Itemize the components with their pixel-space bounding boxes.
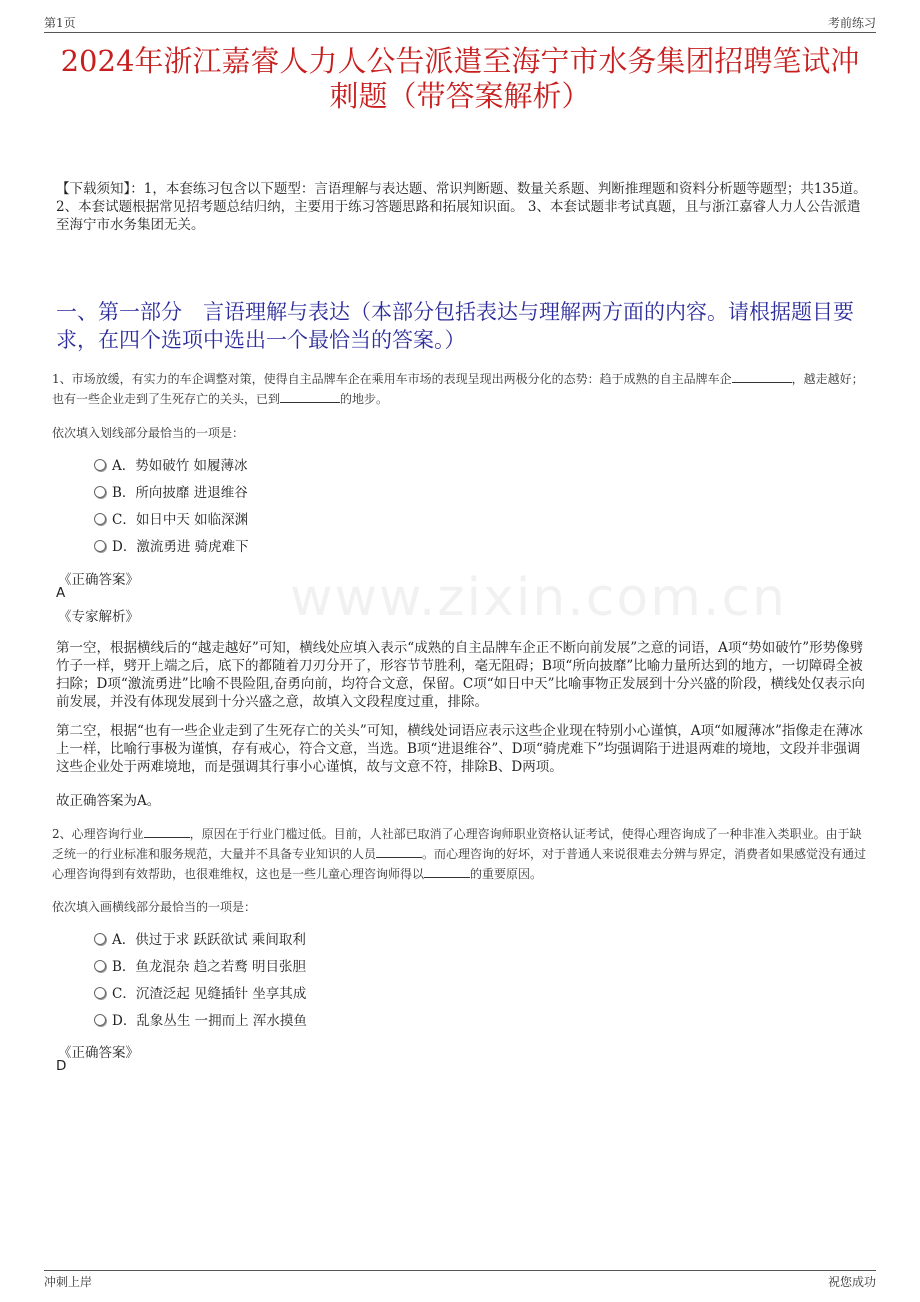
option-b[interactable] (94, 483, 248, 503)
option-label: A．势如破竹 如履薄冰 (112, 458, 248, 474)
question-2-part-d: 的重要原因。 (470, 867, 543, 881)
correct-answer: D (56, 1058, 67, 1074)
answer-blank (280, 390, 340, 403)
page-footer (44, 1270, 876, 1291)
option-a[interactable] (94, 930, 306, 950)
answer-blank (732, 370, 792, 383)
radio-button[interactable] (94, 540, 106, 552)
analysis-paragraph-2: 第二空，根据“也有一些企业走到了生死存亡的关头”可知，横线处词语应表示这些企业现在特别小心谨慎，A项“如履薄冰”指像走在薄冰上一样，比喻行事极为谨慎，存有戒心，符合文意，当选。B项“进退维谷”、D项“骑虎难下”均强调陷于进退两难的境地，文段并非强调这些企业处于两难境地，而是强调其行事小心谨慎，故与文意不符，排除B、D两项。 (56, 723, 863, 775)
option-c[interactable] (94, 984, 306, 1004)
download-notice: 【下载须知】：1，本套练习包含以下题型：言语理解与表达题、常识判断题、数量关系题、判断推理题和资料分析题等题型；共135道。 2、本套试题根据常见招考题总结归纳，主要用于练习答题思路和拓展知识面。 3、本套试题非考试真题，且与浙江嘉睿人力人公告派遣至海宁市水务集团无关。 (56, 181, 867, 233)
question-1-text (52, 369, 872, 409)
analysis-conclusion: 故正确答案为A。 (56, 793, 161, 809)
question-2-prompt: 依次填入画横线部分最恰当的一项是： (52, 900, 257, 914)
correct-answer-label: 《正确答案》 (58, 572, 139, 588)
option-d[interactable] (94, 1011, 307, 1031)
option-c[interactable] (94, 510, 248, 530)
option-label: C．沉渣泛起 见缝插针 坐享其成 (112, 986, 307, 1002)
question-1-part-a: 1、市场放缓，有实力的车企调整对策，使得自主品牌车企在乘用车市场的表现呈现出两极分化的态势：趋于成熟的自主品牌车企 (52, 372, 732, 386)
footer-left: 冲刺上岸 (44, 1275, 93, 1289)
option-label: B．所向披靡 进退维谷 (112, 485, 248, 501)
page-number: 第1页 (44, 16, 76, 30)
page-header (44, 12, 876, 33)
question-2-part-a: 2、心理咨询行业 (52, 827, 144, 841)
radio-button[interactable] (94, 513, 106, 525)
watermark: www.zixin.com.cn (290, 568, 787, 628)
question-1-part-b: ，越走越好；也有一些企业走到了生死存亡的关头，已到 (52, 372, 864, 406)
option-a[interactable] (94, 456, 248, 476)
question-1-prompt: 依次填入划线部分最恰当的一项是： (52, 426, 245, 440)
header-label: 考前练习 (827, 16, 876, 30)
option-label: C．如日中天 如临深渊 (112, 512, 249, 528)
option-label: D．激流勇进 骑虎难下 (112, 539, 249, 555)
option-label: B．鱼龙混杂 趋之若鹜 明目张胆 (112, 959, 307, 975)
option-label: D．乱象丛生 一拥而上 浑水摸鱼 (112, 1013, 307, 1029)
analysis-paragraph-1: 第一空，根据横线后的“越走越好”可知，横线处应填入表示“成熟的自主品牌车企正不断向前发展”之意的词语，A项“势如破竹”形势像劈竹子一样，劈开上端之后，底下的都随着刀刃分开了，形容节节胜利，毫无阻碍；B项“所向披靡”比喻力量所达到的地方，一切障碍全被扫除；D项“激流勇进”比喻不畏险阻,奋勇向前，均符合文意，保留。C项“如日中天”比喻事物正发展到十分兴盛的阶段，横线处仅表示向前发展，并没有体现发展到十分兴盛之意，故填入文段程度过重，排除。 (56, 640, 866, 710)
correct-answer-label: 《正确答案》 (58, 1045, 139, 1061)
radio-button[interactable] (94, 1014, 106, 1026)
question-1-part-c: 的地步。 (340, 392, 389, 406)
document-title: 2024年浙江嘉睿人力人公告派遣至海宁市水务集团招聘笔试冲刺题（带答案解析） (60, 44, 860, 113)
question-2-text (52, 824, 872, 884)
section-heading: 一、第一部分 言语理解与表达（本部分包括表达与理解两方面的内容。请根据题目要求，在四个选项中选出一个最恰当的答案。） (56, 300, 854, 352)
correct-answer: A (56, 585, 66, 601)
option-d[interactable] (94, 537, 249, 557)
footer-right: 祝您成功 (827, 1275, 876, 1289)
option-b[interactable] (94, 957, 306, 977)
answer-blank (144, 825, 190, 838)
radio-button[interactable] (94, 486, 106, 498)
expert-analysis-label: 《专家解析》 (58, 609, 139, 625)
radio-button[interactable] (94, 960, 106, 972)
radio-button[interactable] (94, 987, 106, 999)
answer-blank (424, 865, 470, 878)
radio-button[interactable] (94, 933, 106, 945)
question-2-part-c: 。而心理咨询的好坏，对于普通人来说很难去分辨与界定，消费者如果感觉没有通过心理咨询得到有效帮助，也很难维权，这也是一些儿童心理咨询师得以 (52, 847, 867, 881)
option-label: A．供过于求 跃跃欲试 乘间取利 (112, 932, 306, 948)
question-2-part-b: ，原因在于行业门槛过低。目前，人社部已取消了心理咨询师职业资格认证考试，使得心理咨询成了一种非准入类职业。由于缺乏统一的行业标准和服务规范，大量并不具备专业知识的人员 (52, 827, 862, 861)
radio-button[interactable] (94, 459, 106, 471)
answer-blank (376, 845, 422, 858)
